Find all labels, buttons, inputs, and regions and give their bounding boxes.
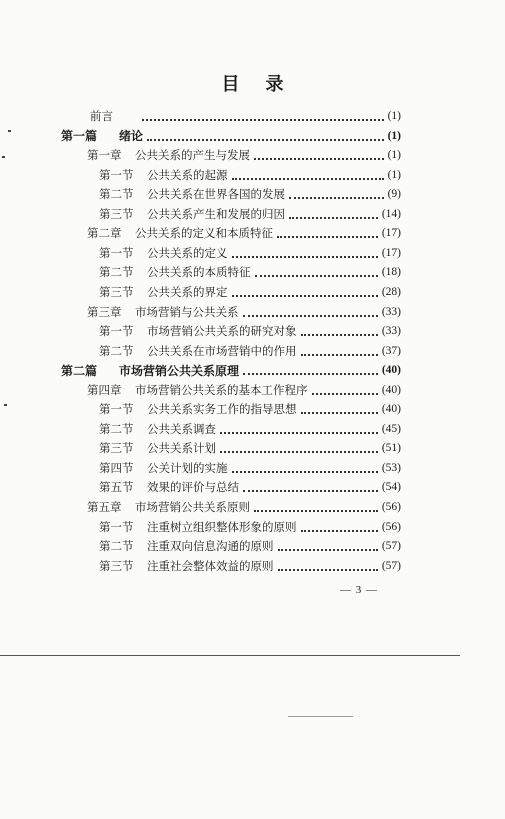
toc-entry-page: (57): [381, 559, 401, 572]
toc-entry-page: (45): [381, 422, 401, 435]
toc-entry-page: (56): [381, 520, 401, 533]
toc-entry[interactable]: [99, 438, 401, 458]
toc-entry[interactable]: [99, 184, 401, 204]
toc-entry-label: 公共关系计划: [147, 441, 216, 456]
toc-entry-label: 公共关系在世界各国的发展: [147, 187, 285, 202]
toc-entry-label: 公共关系的定义和本质特征: [135, 226, 273, 241]
toc-leader-dots: [301, 410, 378, 414]
toc-leader-dots: [232, 293, 378, 297]
toc-entry-page: (37): [381, 344, 401, 357]
toc-entry[interactable]: [99, 419, 401, 439]
toc-entry-number: 第三节: [99, 284, 134, 299]
toc-leader-dots: [243, 488, 378, 492]
toc-entry-page: (18): [381, 266, 401, 279]
toc-entry[interactable]: [99, 243, 401, 263]
toc-entry-number: 第二节: [99, 539, 134, 554]
toc-entry-number: 第二节: [99, 187, 134, 202]
toc-entry-page: (1): [387, 149, 401, 162]
toc-leader-dots: [232, 469, 378, 473]
toc-entry[interactable]: [61, 126, 401, 146]
toc-leader-dots: [232, 176, 384, 180]
toc-entry[interactable]: [99, 477, 401, 497]
toc-entry[interactable]: [99, 321, 401, 341]
toc-entry-page: (33): [381, 325, 401, 338]
toc-leader-dots: [254, 156, 384, 160]
toc-entry-page: (14): [381, 207, 401, 220]
toc-entry-label: 公共关系调查: [147, 421, 216, 436]
toc-entry[interactable]: [99, 204, 401, 224]
toc-entry[interactable]: [87, 145, 401, 165]
toc-leader-dots: [301, 352, 378, 356]
toc-leader-dots: [301, 528, 378, 532]
toc-entry-page: (40): [381, 364, 401, 377]
toc-entry-number: 第一节: [99, 519, 134, 534]
toc-entry-number: 第二章: [87, 226, 122, 241]
toc-leader-dots: [220, 449, 378, 453]
toc-entry-label: 市场营销公共关系原则: [135, 500, 250, 514]
toc-entry-page: (56): [381, 501, 401, 513]
toc-entry-number: 前言: [90, 109, 113, 123]
toc-leader-dots: [243, 371, 378, 375]
toc-entry-number: 第二节: [99, 421, 134, 436]
toc-entry-page: (53): [381, 461, 401, 474]
toc-entry-label: 效果的评价与总结: [147, 480, 239, 495]
toc-entry-label: 公共关系的定义: [147, 245, 228, 260]
toc-leader-dots: [301, 332, 378, 336]
toc-entry-label: 公共关系的本质特征: [147, 265, 251, 280]
toc-entry-number: 第一节: [99, 245, 134, 260]
scan-mark: [8, 130, 11, 132]
toc-leader-dots: [289, 195, 384, 199]
toc-entry-number: 第二节: [99, 265, 134, 280]
toc-entry-number: 第一篇: [61, 129, 98, 144]
toc-entry-label: 市场营销公共关系原理: [119, 363, 240, 378]
toc-entry-page: (40): [381, 403, 401, 416]
toc-entry-page: (1): [387, 110, 401, 122]
toc-entry-page: (57): [381, 540, 401, 553]
toc-entry-label: 注重树立组织整体形象的原则: [147, 519, 297, 534]
toc-entry-number: 第三节: [99, 441, 134, 456]
toc-entry-label: 市场营销公共关系的基本工作程序: [135, 382, 308, 397]
toc-entry[interactable]: [99, 556, 401, 576]
toc-entry[interactable]: [99, 517, 401, 537]
toc-leader-dots: [312, 391, 378, 395]
toc-entry[interactable]: [99, 399, 401, 419]
divider-line: [0, 655, 460, 656]
toc-entry[interactable]: [99, 536, 401, 556]
toc-entry-number: 第五节: [99, 480, 134, 495]
toc-entry-number: 第三章: [87, 304, 122, 319]
toc-entry-number: 第三节: [99, 558, 134, 573]
toc-entry-number: 第一节: [99, 324, 134, 339]
title-char-1: 目: [221, 74, 240, 95]
toc-entry[interactable]: [87, 380, 401, 400]
toc-entry-label: 公共关系实务工作的指导思想: [147, 402, 297, 417]
toc-entry-label: 注重双向信息沟通的原则: [147, 539, 274, 554]
toc-entry-label: 公共关系在市场营销中的作用: [147, 343, 297, 358]
toc-entry[interactable]: [99, 165, 401, 185]
toc-entry-label: 公共关系产生和发展的归因: [147, 206, 285, 221]
toc-entry-page: (33): [381, 305, 401, 318]
divider-line-short: [288, 716, 353, 717]
toc-entry[interactable]: [61, 360, 401, 380]
toc-leader-dots: [277, 234, 378, 238]
scan-mark: [4, 404, 7, 406]
toc-leader-dots: [254, 508, 378, 512]
toc-entry[interactable]: [99, 341, 401, 361]
toc-entry-page: (28): [381, 285, 401, 298]
toc-leader-dots: [278, 547, 378, 551]
toc-entry-number: 第一节: [99, 167, 134, 182]
toc-leader-dots: [232, 254, 378, 258]
toc-entry-label: 市场营销公共关系的研究对象: [147, 324, 297, 339]
toc-entry-number: 第一节: [99, 402, 134, 417]
toc-leader-dots: [142, 117, 384, 121]
toc-entry-label: 注重社会整体效益的原则: [147, 558, 274, 573]
toc-entry[interactable]: [99, 282, 401, 302]
toc-entry[interactable]: [90, 106, 401, 126]
toc-entry-number: 第三节: [99, 206, 134, 221]
toc-entry-page: (1): [387, 168, 401, 181]
toc-entry-label: 绪论: [119, 129, 144, 144]
toc-entry-label: 公共关系的产生与发展: [135, 148, 250, 163]
title-char-2: 录: [265, 74, 284, 95]
toc-leader-dots: [255, 273, 378, 277]
toc-entry-label: 市场营销与公共关系: [135, 304, 239, 319]
toc-entry-label: 公共关系的界定: [147, 284, 228, 299]
toc-entry[interactable]: [87, 223, 401, 243]
toc-entry-number: 第二节: [99, 343, 134, 358]
toc-entry-page: (1): [387, 129, 401, 142]
toc-entry-label: 公共关系的起源: [147, 167, 228, 182]
page-title: [0, 70, 505, 96]
toc-entry-page: (54): [381, 481, 401, 494]
toc-entry-number: 第二篇: [61, 363, 98, 378]
toc-leader-dots: [278, 567, 378, 571]
toc-entry-number: 第一章: [87, 148, 122, 163]
toc-entry-number: 第四章: [87, 382, 122, 397]
toc-entry[interactable]: [87, 302, 401, 322]
toc-leader-dots: [289, 215, 378, 219]
toc-entry-page: (17): [381, 227, 401, 240]
toc-entry-number: 第五章: [87, 500, 122, 514]
toc-entry[interactable]: [87, 497, 401, 517]
toc-entry-page: (40): [381, 383, 401, 396]
toc-entry-number: 第四节: [99, 460, 134, 475]
toc-entry[interactable]: [99, 458, 401, 478]
toc-leader-dots: [243, 313, 378, 317]
page-number: — 3 —: [340, 584, 378, 596]
toc-entry-page: (51): [381, 442, 401, 455]
toc-leader-dots: [220, 430, 378, 434]
toc-leader-dots: [147, 137, 384, 141]
scan-mark: [2, 156, 5, 158]
toc-entry-page: (17): [381, 246, 401, 259]
toc-entry[interactable]: [99, 262, 401, 282]
toc-entry-label: 公关计划的实施: [147, 460, 228, 475]
toc-entry-page: (9): [387, 188, 401, 201]
